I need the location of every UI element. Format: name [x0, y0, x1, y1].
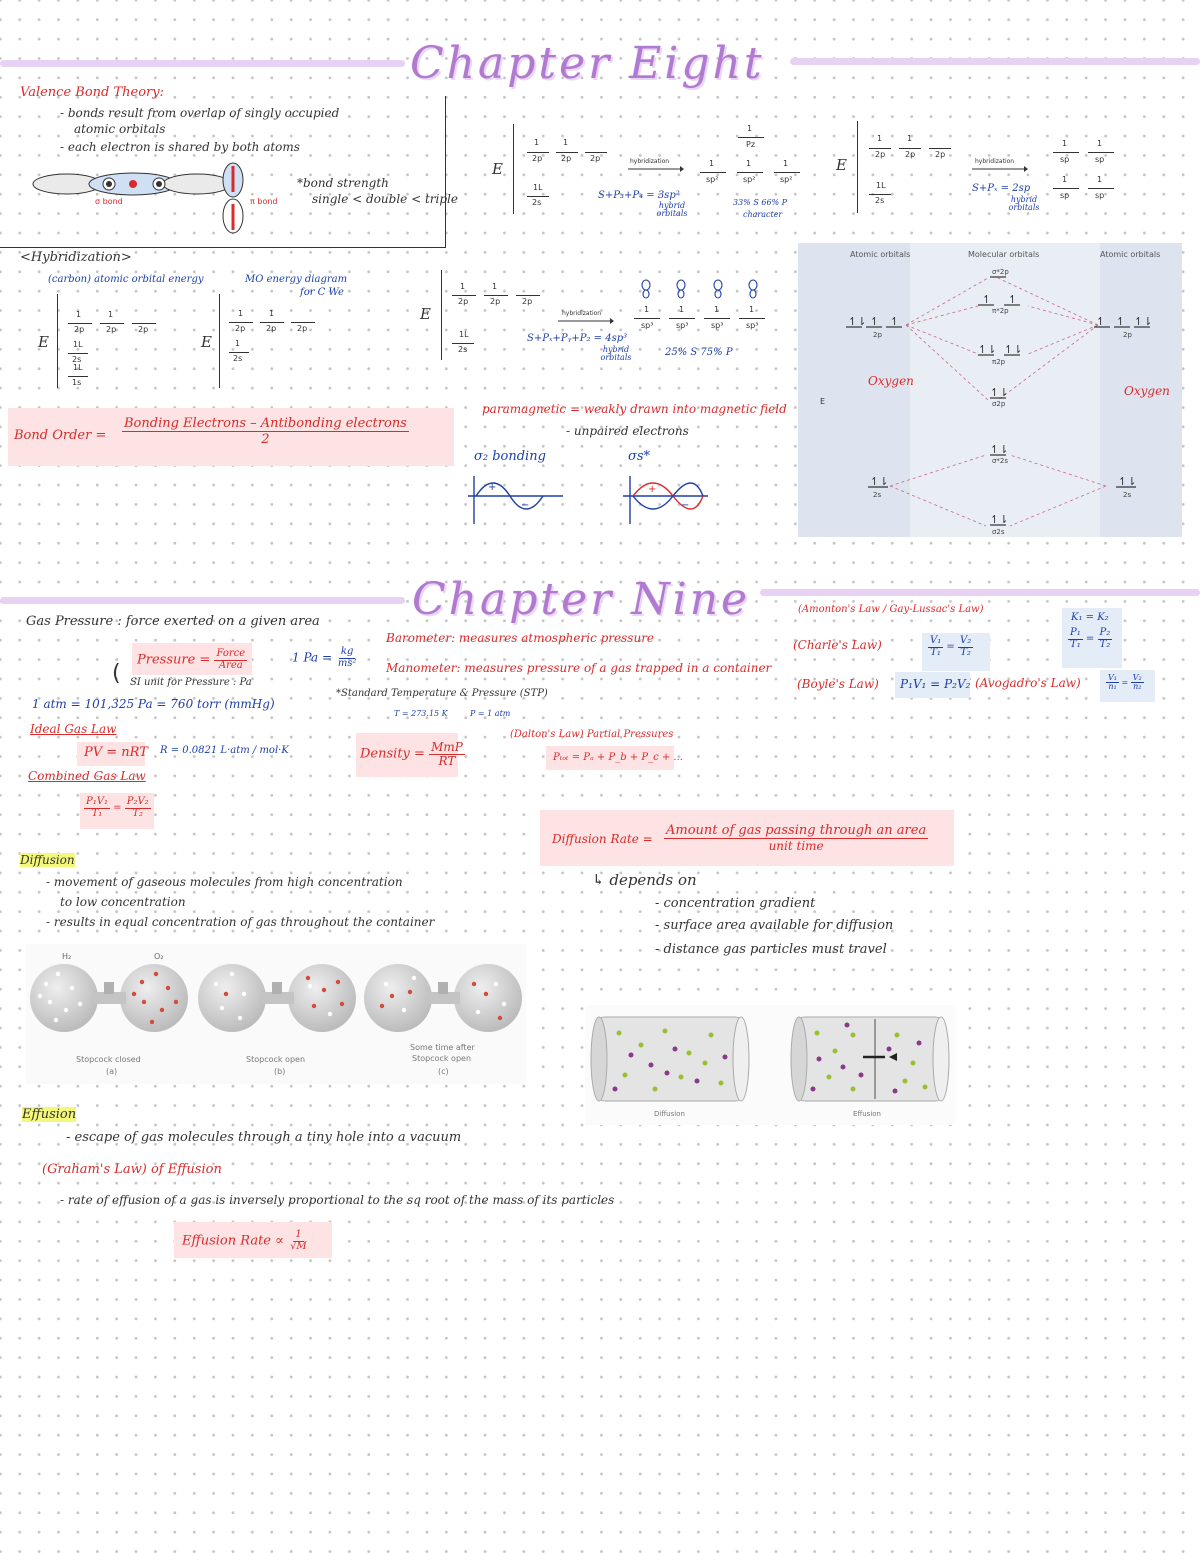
bond-strength-order: single < double < triple	[312, 192, 458, 206]
bonding-wave-sketch	[468, 470, 718, 528]
depends-distance: - distance gas particles must travel	[655, 942, 887, 957]
title-underline-left	[0, 60, 405, 67]
sp3-lobes	[636, 278, 766, 300]
vbt-box-bottom	[0, 247, 446, 248]
energy-axis-mo-c	[219, 294, 220, 388]
diffusion-rate-fraction: Amount of gas passing through an area unit time	[666, 823, 927, 853]
amonton-law: (Amonton's Law / Gay-Lussac's Law)	[798, 604, 984, 615]
paramagnetic-unpaired: - unpaired electrons	[566, 424, 689, 438]
combined-gas-formula: $\frac{\text{P₁V₁}}{\text{T₁}}$ = $\frac{\text{P₂V₂}}{\text{T₂}}$	[86, 796, 149, 819]
bond-order-label: Bond Order =	[14, 428, 107, 443]
gas-constant: R = 0.0821 L·atm / mol·K	[160, 745, 289, 756]
avogadro-formula: $\frac{\text{V₁}}{\text{n₁}}$ = $\frac{\text{V₂}}{\text{n₂}}$	[1108, 673, 1142, 692]
boyles-law: (Boyle's Law)	[797, 677, 879, 691]
vbt-line-1: - bonds result from overlap of singly occupied	[60, 106, 340, 120]
svg-text:+: +	[488, 482, 497, 493]
sigma-bond-label: σ bond	[95, 197, 123, 206]
vbt-box-right	[445, 96, 446, 248]
svg-text:−: −	[681, 500, 690, 511]
oxygen-right-label: Oxygen	[1124, 384, 1170, 398]
diffusion-cylinders	[585, 1005, 955, 1125]
dalton-law: (Dalton's Law) Partial Pressures	[510, 729, 674, 740]
title9-underline-right	[760, 589, 1200, 596]
atm-conversion: 1 atm = 101,325 Pa = 760 torr (mmHg)	[32, 697, 275, 711]
svg-text:↿⇂: ↿⇂	[990, 513, 1009, 526]
title-underline-right	[790, 58, 1200, 65]
paramagnetic-def: paramagnetic = weakly drawn into magnetic field	[482, 402, 787, 416]
barometer-def: Barometer: measures atmospheric pressure	[386, 631, 655, 645]
pressure-formula: Pressure = $\frac{\text{Force}}{\text{Area}}$	[137, 648, 246, 671]
sp3-equation: S+Pₓ+Pᵧ+P₂ = 4sp³	[527, 333, 628, 344]
svg-text:↿⇂: ↿⇂	[990, 443, 1009, 456]
grahams-law-heading: (Graham's Law) of Effusion	[42, 1162, 222, 1177]
sp2-equation: S+P₃+P₄ = 3sp²	[598, 190, 680, 201]
effusion-line-1: - escape of gas molecules through a tiny hole into a vacuum	[66, 1130, 462, 1145]
orbital-overlap-sketch	[25, 162, 285, 244]
sp2-character: 33% S 66% P	[733, 198, 788, 207]
effusion-heading: Effusion	[22, 1107, 77, 1122]
diffusion-line-1: - movement of gaseous molecules from high concentration	[46, 875, 403, 889]
diffusion-line-2: - results in equal concentration of gas throughout the container	[46, 915, 435, 929]
pascal-def: 1 Pa = $\frac{kg}{\text{ms²}}$	[292, 646, 357, 669]
hybridization-arrow-3	[558, 316, 614, 326]
boyles-formula: P₁V₁ = P₂V₂	[900, 677, 971, 691]
carbon-energy-label: (carbon) atomic orbital energy	[48, 274, 204, 285]
stp-pressure: P = 1 atm	[470, 709, 511, 718]
sp-equation: S+Pₓ = 2sp	[972, 183, 1031, 194]
bond-order-fraction: Bonding Electrons – Antibonding electrons 2	[124, 416, 407, 447]
diffusion-rate-label: Diffusion Rate =	[552, 832, 653, 846]
chapter-eight-title: Chapter Eight	[410, 38, 765, 89]
vbt-line-2: - each electron is shared by both atoms	[60, 140, 300, 154]
amonton-formula: $\frac{\text{P₁}}{\text{T₁}}$ = $\frac{\text{P₂}}{\text{T₂}}$	[1070, 627, 1111, 650]
vbt-heading: Valence Bond Theory:	[20, 85, 164, 100]
svg-text:↿⇂: ↿⇂	[990, 386, 1009, 399]
charles-formula: $\frac{\text{V₁}}{\text{T₁}}$ = $\frac{\text{V₂}}{\text{T₂}}$	[930, 635, 972, 658]
svg-text:↿: ↿	[890, 315, 900, 328]
grahams-law-line: - rate of effusion of a gas is inversely proportional to the sq root of the mass of its particles	[60, 1193, 615, 1207]
ideal-gas-formula: PV = nRT	[84, 745, 148, 760]
svg-text:↿⇂: ↿⇂	[1004, 343, 1023, 356]
svg-text:↿⇂: ↿⇂	[1134, 315, 1153, 328]
ideal-gas-law-heading: Ideal Gas Law	[30, 722, 117, 736]
si-unit-pressure: SI unit for Pressure : Pa	[130, 677, 252, 688]
svg-text:↿: ↿	[982, 293, 992, 306]
energy-label-1: E	[492, 160, 503, 178]
stp-temperature: T = 273.15 K	[394, 709, 448, 718]
svg-text:+: +	[648, 484, 657, 495]
chapter-nine-title: Chapter Nine	[412, 574, 751, 625]
partial-pressure-formula: Pₜₒₜ = Pₐ + P_b + P_c + ...	[553, 752, 683, 763]
charles-law: (Charle's Law)	[793, 638, 882, 652]
stp-heading: *Standard Temperature & Pressure (STP)	[336, 688, 548, 699]
hybridization-arrow-2	[972, 164, 1028, 174]
bond-strength-title: *bond strength	[297, 176, 389, 190]
vbt-line-1b: atomic orbitals	[74, 122, 166, 136]
depends-concentration: - concentration gradient	[655, 896, 816, 911]
pi-bond-label: π bond	[250, 197, 278, 206]
svg-text:−: −	[521, 500, 530, 511]
effusion-rate-formula: Effusion Rate ∝ $\frac{1}{√M}$	[182, 1229, 307, 1252]
svg-text:↿: ↿	[1008, 293, 1018, 306]
energy-axis-1	[513, 124, 514, 214]
energy-axis-carbon	[57, 294, 58, 388]
depends-surface-area: - surface area available for diffusion	[655, 918, 894, 933]
energy-axis-sp3	[441, 270, 442, 360]
amonton-constant: K₁ = K₂	[1071, 612, 1109, 623]
svg-text:↿⇂: ↿⇂	[870, 475, 889, 488]
sigma-bonding-label: σ₂ bonding	[474, 449, 546, 464]
diffusion-heading: Diffusion	[20, 853, 75, 867]
svg-text:↿⇂: ↿⇂	[1118, 475, 1137, 488]
oxygen-left-label: Oxygen	[868, 374, 914, 388]
sigma-star-label: σs*	[628, 449, 651, 464]
svg-text:↿⇂: ↿⇂	[978, 343, 997, 356]
svg-text:↿: ↿	[1116, 315, 1126, 328]
sp3-character: 25% S 75% P	[665, 347, 733, 358]
svg-text:↿⇂: ↿⇂	[848, 315, 867, 328]
hybridization-arrow-1	[628, 164, 684, 174]
hybridization-heading: <Hybridization>	[20, 250, 132, 265]
svg-text:↿: ↿	[870, 315, 880, 328]
energy-axis-2	[857, 121, 858, 213]
combined-gas-law-heading: Combined Gas Law	[28, 769, 146, 783]
gas-pressure-def: Gas Pressure : force exerted on a given area	[26, 614, 320, 629]
density-formula: Density = $\frac{\text{MmP}}{RT}$	[360, 740, 463, 768]
svg-text:↿: ↿	[1096, 315, 1106, 328]
diffusion-line-1b: to low concentration	[60, 895, 186, 909]
depends-on: ↳ depends on	[592, 871, 697, 889]
title9-underline-left	[0, 597, 405, 604]
manometer-def: Manometer: measures pressure of a gas trapped in a container	[386, 661, 772, 675]
avogadros-law: (Avogadro's Law)	[975, 676, 1081, 690]
mo-diagram-label: MO energy diagram	[245, 274, 348, 285]
